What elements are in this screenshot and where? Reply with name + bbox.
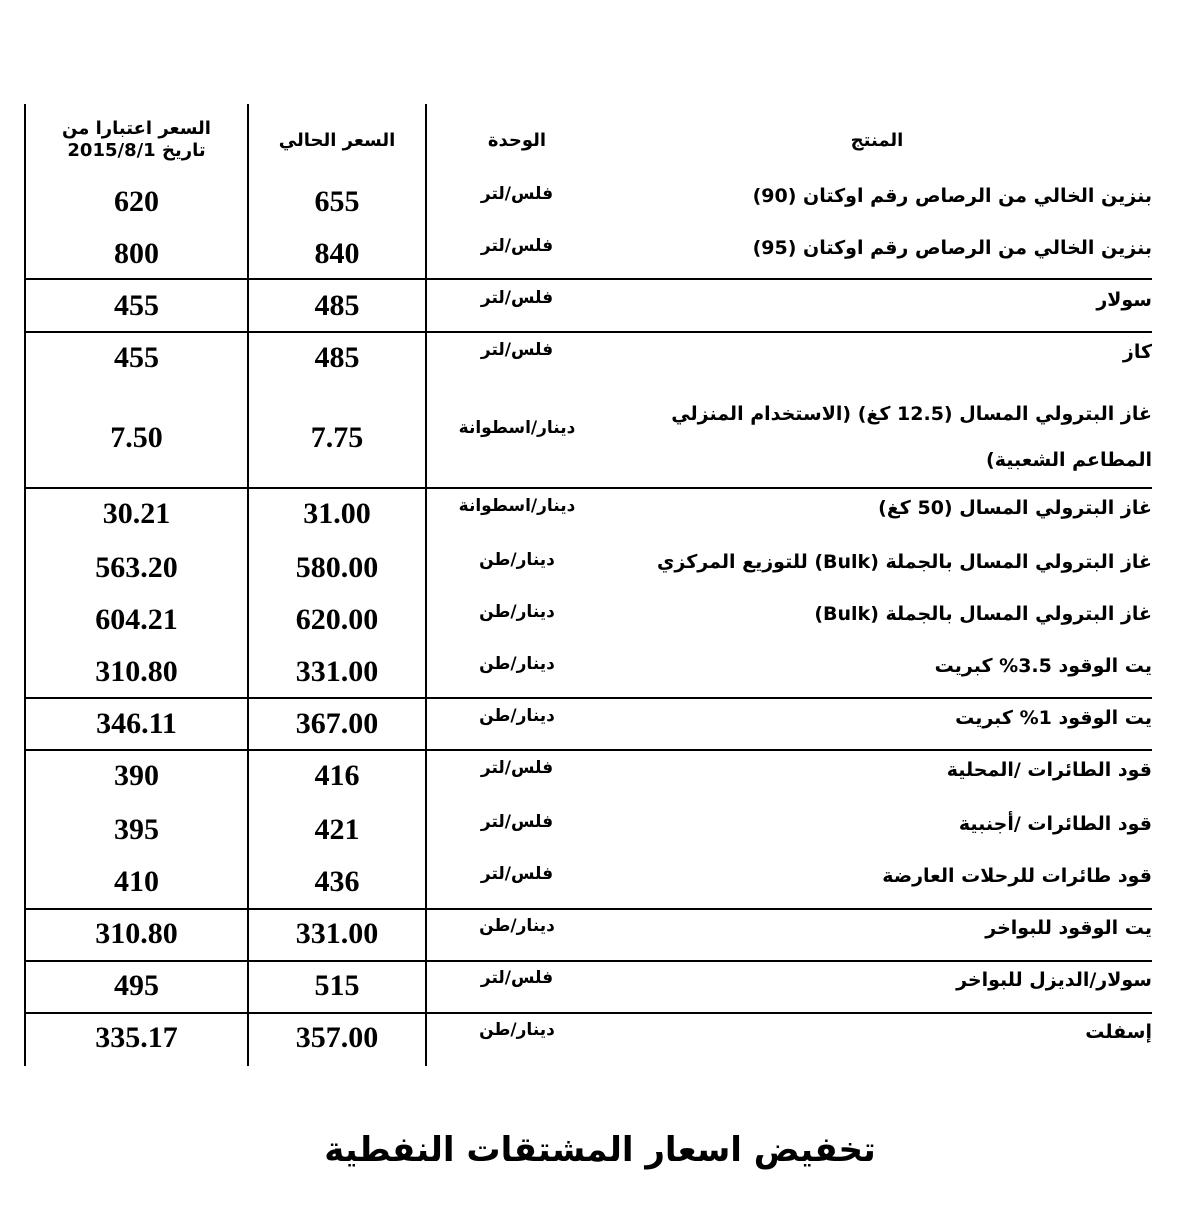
header-new-price-line1: السعر اعتبارا من (62, 117, 211, 139)
product-cell: غاز البترولي المسال بالجملة (Bulk) للتوزيع المركزي (657, 551, 1152, 573)
product-cell: سولار (1096, 289, 1152, 311)
new-price-cell: 620 (114, 185, 159, 218)
price-table (24, 104, 1152, 1066)
unit-cell: دينار/طن (479, 602, 555, 622)
header-product: المنتج (850, 129, 904, 151)
current-price-cell: 367.00 (295, 707, 379, 740)
header-unit: الوحدة (487, 129, 547, 151)
new-price-cell: 390 (114, 759, 159, 792)
product-cell (607, 388, 1152, 488)
new-price-cell: 604.21 (95, 603, 178, 636)
product-name-line2: المطاعم الشعبية) (986, 449, 1152, 471)
unit-cell: فلس/لتر (480, 288, 554, 308)
product-cell: سولار/الديزل للبواخر (956, 969, 1152, 991)
new-price-cell: 563.20 (95, 551, 178, 584)
product-cell: إسفلت (1085, 1021, 1152, 1043)
current-price-cell: 7.75 (310, 421, 364, 454)
current-price-cell: 655 (314, 185, 360, 218)
unit-cell: فلس/لتر (480, 340, 554, 360)
product-cell: قود الطائرات /المحلية (946, 759, 1152, 781)
current-price-cell: 515 (314, 969, 360, 1002)
unit-cell: فلس/لتر (480, 758, 554, 778)
header-current-price: السعر الحالي (278, 129, 396, 151)
unit-cell: فلس/لتر (480, 968, 554, 988)
unit-cell: دينار/اسطوانة (458, 418, 576, 438)
new-price-cell: 395 (114, 813, 159, 846)
current-price-cell: 331.00 (295, 917, 379, 950)
product-cell: قود الطائرات /أجنبية (958, 813, 1152, 835)
unit-cell: دينار/طن (479, 916, 555, 936)
product-cell: غاز البترولي المسال (50 كغ) (878, 497, 1152, 519)
new-price-cell: 310.80 (95, 655, 178, 688)
current-price-cell: 421 (314, 813, 360, 846)
current-price-cell: 436 (314, 865, 360, 898)
product-cell: غاز البترولي المسال بالجملة (Bulk) (814, 603, 1152, 625)
new-price-cell: 455 (114, 341, 159, 374)
product-cell: يت الوقود 3.5% كبريت (934, 655, 1152, 677)
product-cell: يت الوقود 1% كبريت (955, 707, 1152, 729)
new-price-cell: 346.11 (96, 707, 177, 740)
new-price-cell: 310.80 (95, 917, 178, 950)
unit-cell: فلس/لتر (480, 812, 554, 832)
product-cell: قود طائرات للرحلات العارضة (882, 865, 1152, 887)
current-price-cell: 416 (314, 759, 360, 792)
unit-cell: فلس/لتر (480, 184, 554, 204)
product-cell: بنزين الخالي من الرصاص رقم اوكتان (90) (752, 185, 1152, 207)
new-price-cell: 7.50 (110, 421, 163, 454)
new-price-cell: 30.21 (102, 497, 171, 530)
current-price-cell: 580.00 (295, 551, 379, 584)
current-price-cell: 31.00 (303, 497, 371, 530)
new-price-cell: 410 (114, 865, 159, 898)
current-price-cell: 620.00 (295, 603, 379, 636)
header-new-price (26, 104, 247, 176)
unit-cell: دينار/طن (479, 1020, 555, 1040)
unit-cell: فلس/لتر (480, 236, 554, 256)
unit-cell: دينار/طن (479, 706, 555, 726)
header-new-price-line2: تاريخ 2015/8/1 (67, 140, 206, 161)
new-price-cell: 800 (114, 237, 159, 270)
product-cell: يت الوقود للبواخر (985, 917, 1152, 939)
new-price-cell: 335.17 (95, 1021, 178, 1054)
new-price-cell: 495 (114, 969, 159, 1002)
unit-cell: دينار/طن (479, 654, 555, 674)
unit-cell: فلس/لتر (480, 864, 554, 884)
page-caption: تخفيض اسعار المشتقات النفطية (324, 1130, 876, 1170)
current-price-cell: 840 (314, 237, 360, 270)
unit-cell: دينار/اسطوانة (458, 496, 576, 516)
new-price-cell: 455 (114, 289, 159, 322)
product-cell: كاز (1122, 341, 1152, 363)
unit-cell: دينار/طن (479, 550, 555, 570)
product-name-line1: غاز البترولي المسال (12.5 كغ) (الاستخدام المنزلي (671, 403, 1152, 426)
product-cell: بنزين الخالي من الرصاص رقم اوكتان (95) (752, 237, 1152, 259)
current-price-cell: 357.00 (295, 1021, 379, 1054)
current-price-cell: 331.00 (295, 655, 379, 688)
current-price-cell: 485 (314, 341, 360, 374)
current-price-cell: 485 (314, 289, 360, 322)
